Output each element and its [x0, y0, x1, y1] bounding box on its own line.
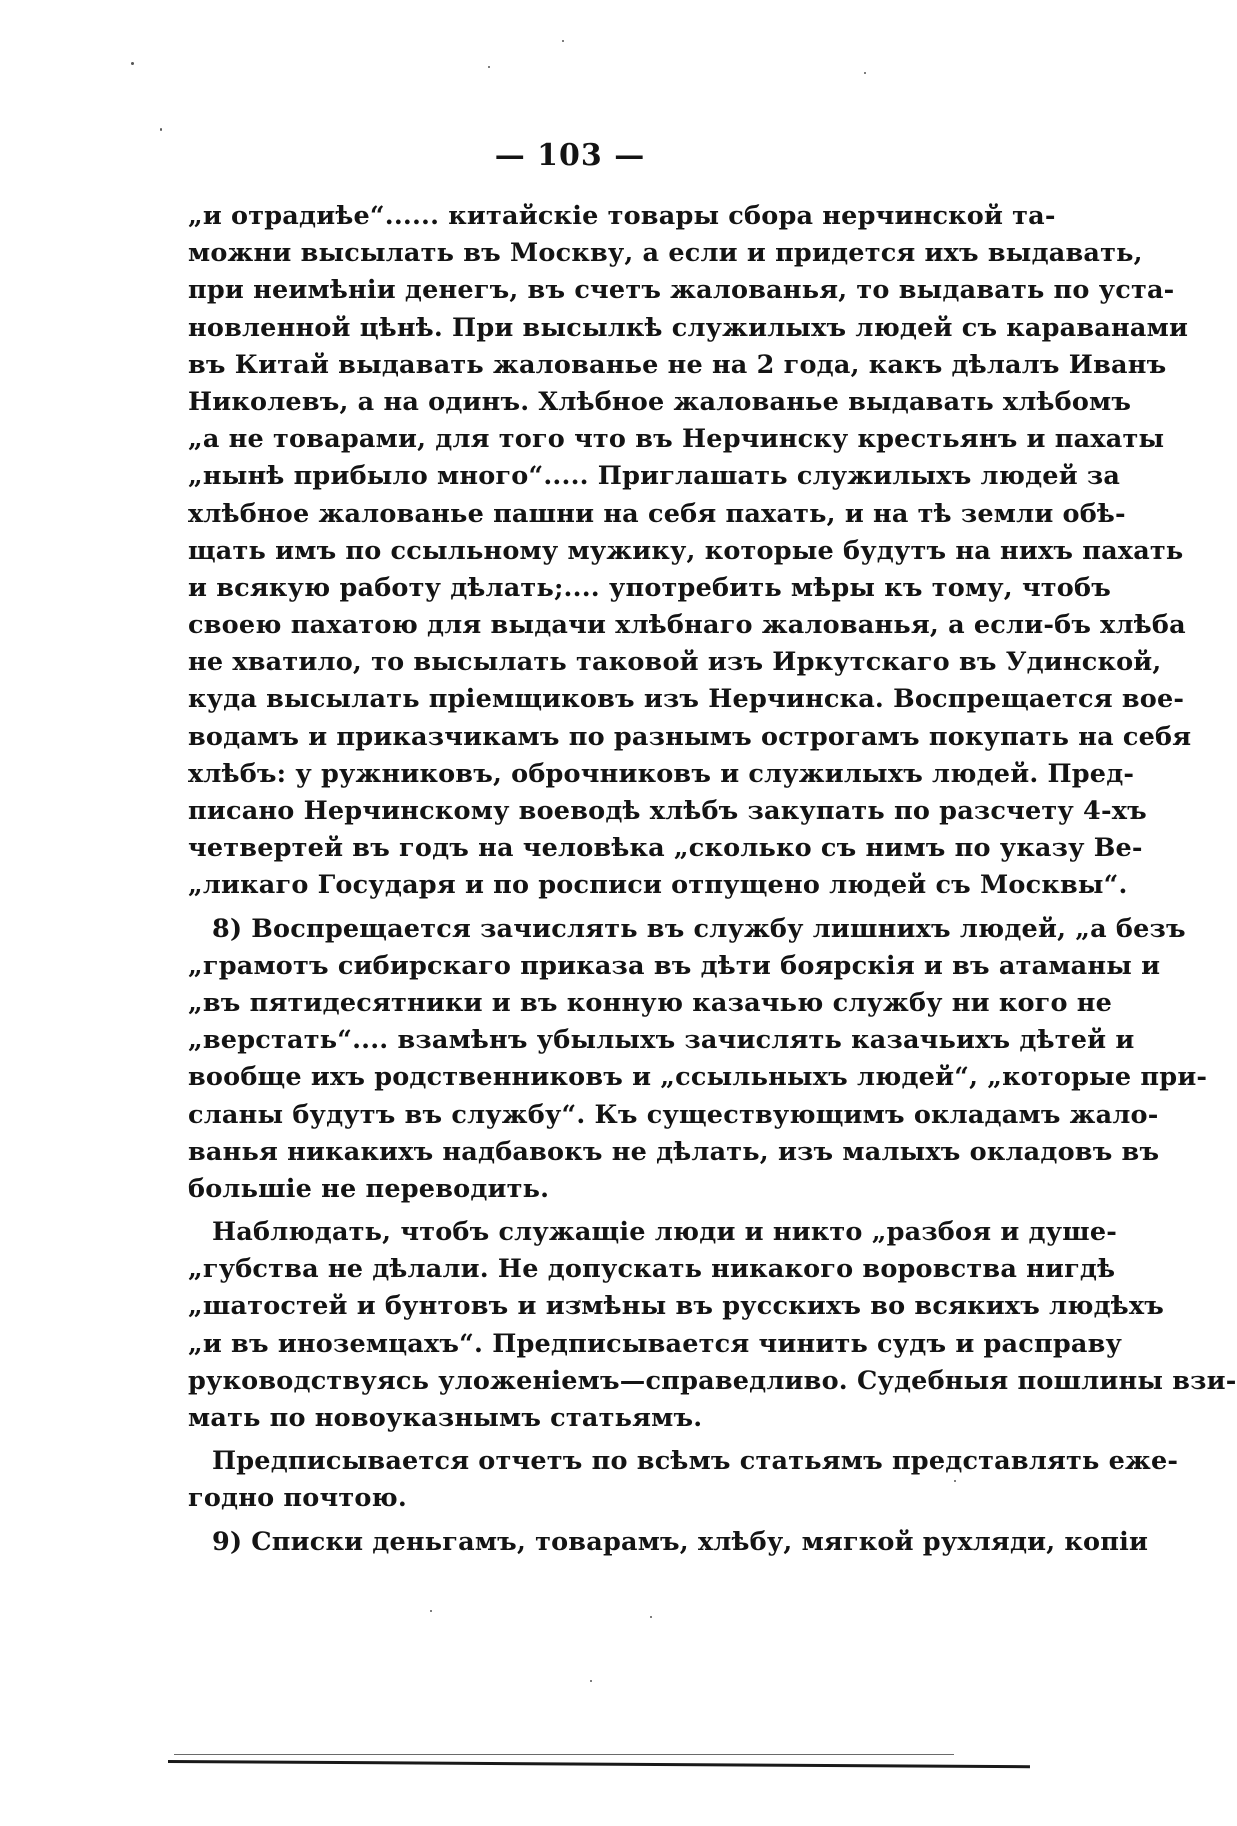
text-line: вообще ихъ родственниковъ и „ссыльныхъ людей“, „которые при- — [188, 1062, 1208, 1093]
text-line: щать имъ по ссыльному мужику, которые будутъ на нихъ пахать — [188, 535, 1184, 566]
text-line: „въ пятидесятники и въ конную казачью службу ни кого не — [188, 987, 1113, 1018]
text-line: ванья никакихъ надбавокъ не дѣлать, изъ малыхъ окладовъ въ — [188, 1136, 1160, 1167]
text-line: своею пахатою для выдачи хлѣбнаго жалованья, а если-бъ хлѣба — [188, 610, 1186, 641]
text-line: „а не товарами, для того что въ Нерчинску крестьянъ и пахаты — [188, 424, 1165, 455]
paragraph-start: Наблюдать, чтобъ служащіе люди и никто „разбоя и душе- — [212, 1217, 1118, 1248]
text-line: писано Нерчинскому воеводѣ хлѣбъ закупать по разсчету 4-хъ — [188, 796, 1147, 826]
text-line: годно почтою. — [188, 1483, 407, 1514]
text-line: „ликаго Государя и по росписи отпущено людей съ Москвы“. — [188, 870, 1128, 901]
text-line: водамъ и приказчикамъ по разнымъ острогамъ покупать на себя — [188, 721, 1192, 752]
paragraph-start: Предписывается отчетъ по всѣмъ статьямъ представлять еже- — [212, 1446, 1179, 1477]
paragraph-start: 9) Списки деньгамъ, товарамъ, хлѣбу, мягкой рухляди, копіи — [212, 1526, 1149, 1557]
text-line: „и въ иноземцахъ“. Предписывается чинить судъ и расправу — [188, 1328, 1123, 1359]
text-line: хлѣбъ: у ружниковъ, оброчниковъ и служилыхъ людей. Пред- — [188, 758, 1135, 789]
text-line: руководствуясь уложеніемъ—справедливо. Судебныя пошлины взи- — [188, 1365, 1237, 1396]
text-line: большіе не переводить. — [188, 1173, 550, 1204]
text-line: хлѣбное жалованье пашни на себя пахать, и на тѣ земли обѣ- — [188, 498, 1126, 529]
text-line: мать по новоуказнымъ статьямъ. — [188, 1403, 703, 1433]
text-line: не хватило, то высылать таковой изъ Иркутскаго въ Удинской, — [188, 647, 1162, 678]
text-line: „верстать“.... взамѣнъ убылыхъ зачислять казачьихъ дѣтей и — [188, 1025, 1135, 1056]
text-line: „грамотъ сибирскаго приказа въ дѣти боярскія и въ атаманы и — [188, 950, 1161, 981]
page-number: — 103 — — [494, 138, 646, 173]
text-line: куда высылать пріемщиковъ изъ Нерчинска. Воспрещается вое- — [188, 684, 1185, 715]
text-line: при неимѣніи денегъ, въ счетъ жалованья, то выдавать по уста- — [188, 275, 1175, 306]
text-line: четвертей въ годъ на человѣка „сколько съ нимъ по указу Ве- — [188, 833, 1143, 864]
text-line: Николевъ, а на одинъ. Хлѣбное жалованье выдавать хлѣбомъ — [188, 386, 1132, 417]
text-line: новленной цѣнѣ. При высылкѣ служилыхъ людей съ караванами — [188, 312, 1189, 343]
text-line: „губства не дѣлали. Не допускать никакого воровства нигдѣ — [188, 1254, 1116, 1285]
text-line: въ Китай выдавать жалованье не на 2 года, какъ дѣлалъ Иванъ — [188, 349, 1167, 380]
text-line: сланы будутъ въ службу“. Къ существующимъ окладамъ жало- — [188, 1099, 1159, 1130]
text-line: „шатостей и бунтовъ и измѣны въ русскихъ во всякихъ людѣхъ — [188, 1291, 1165, 1322]
footer-rule-thin-line — [174, 1754, 954, 1755]
text-line: и всякую работу дѣлать;.... употребить мѣры къ тому, чтобъ — [188, 572, 1111, 603]
text-line: „нынѣ прибыло много“..... Приглашать служилыхъ людей за — [188, 461, 1121, 492]
body-text — [188, 198, 1237, 1561]
text-line: „и отрадиѣе“...... китайскіе товары сбора нерчинской та- — [188, 201, 1056, 231]
paragraph-start: 8) Воспрещается зачислять въ службу лишнихъ людей, „а безъ — [212, 913, 1186, 944]
text-line: можни высылать въ Москву, а если и придется ихъ выдавать, — [188, 238, 1143, 269]
footer-rule-thick-line — [168, 1760, 1030, 1768]
